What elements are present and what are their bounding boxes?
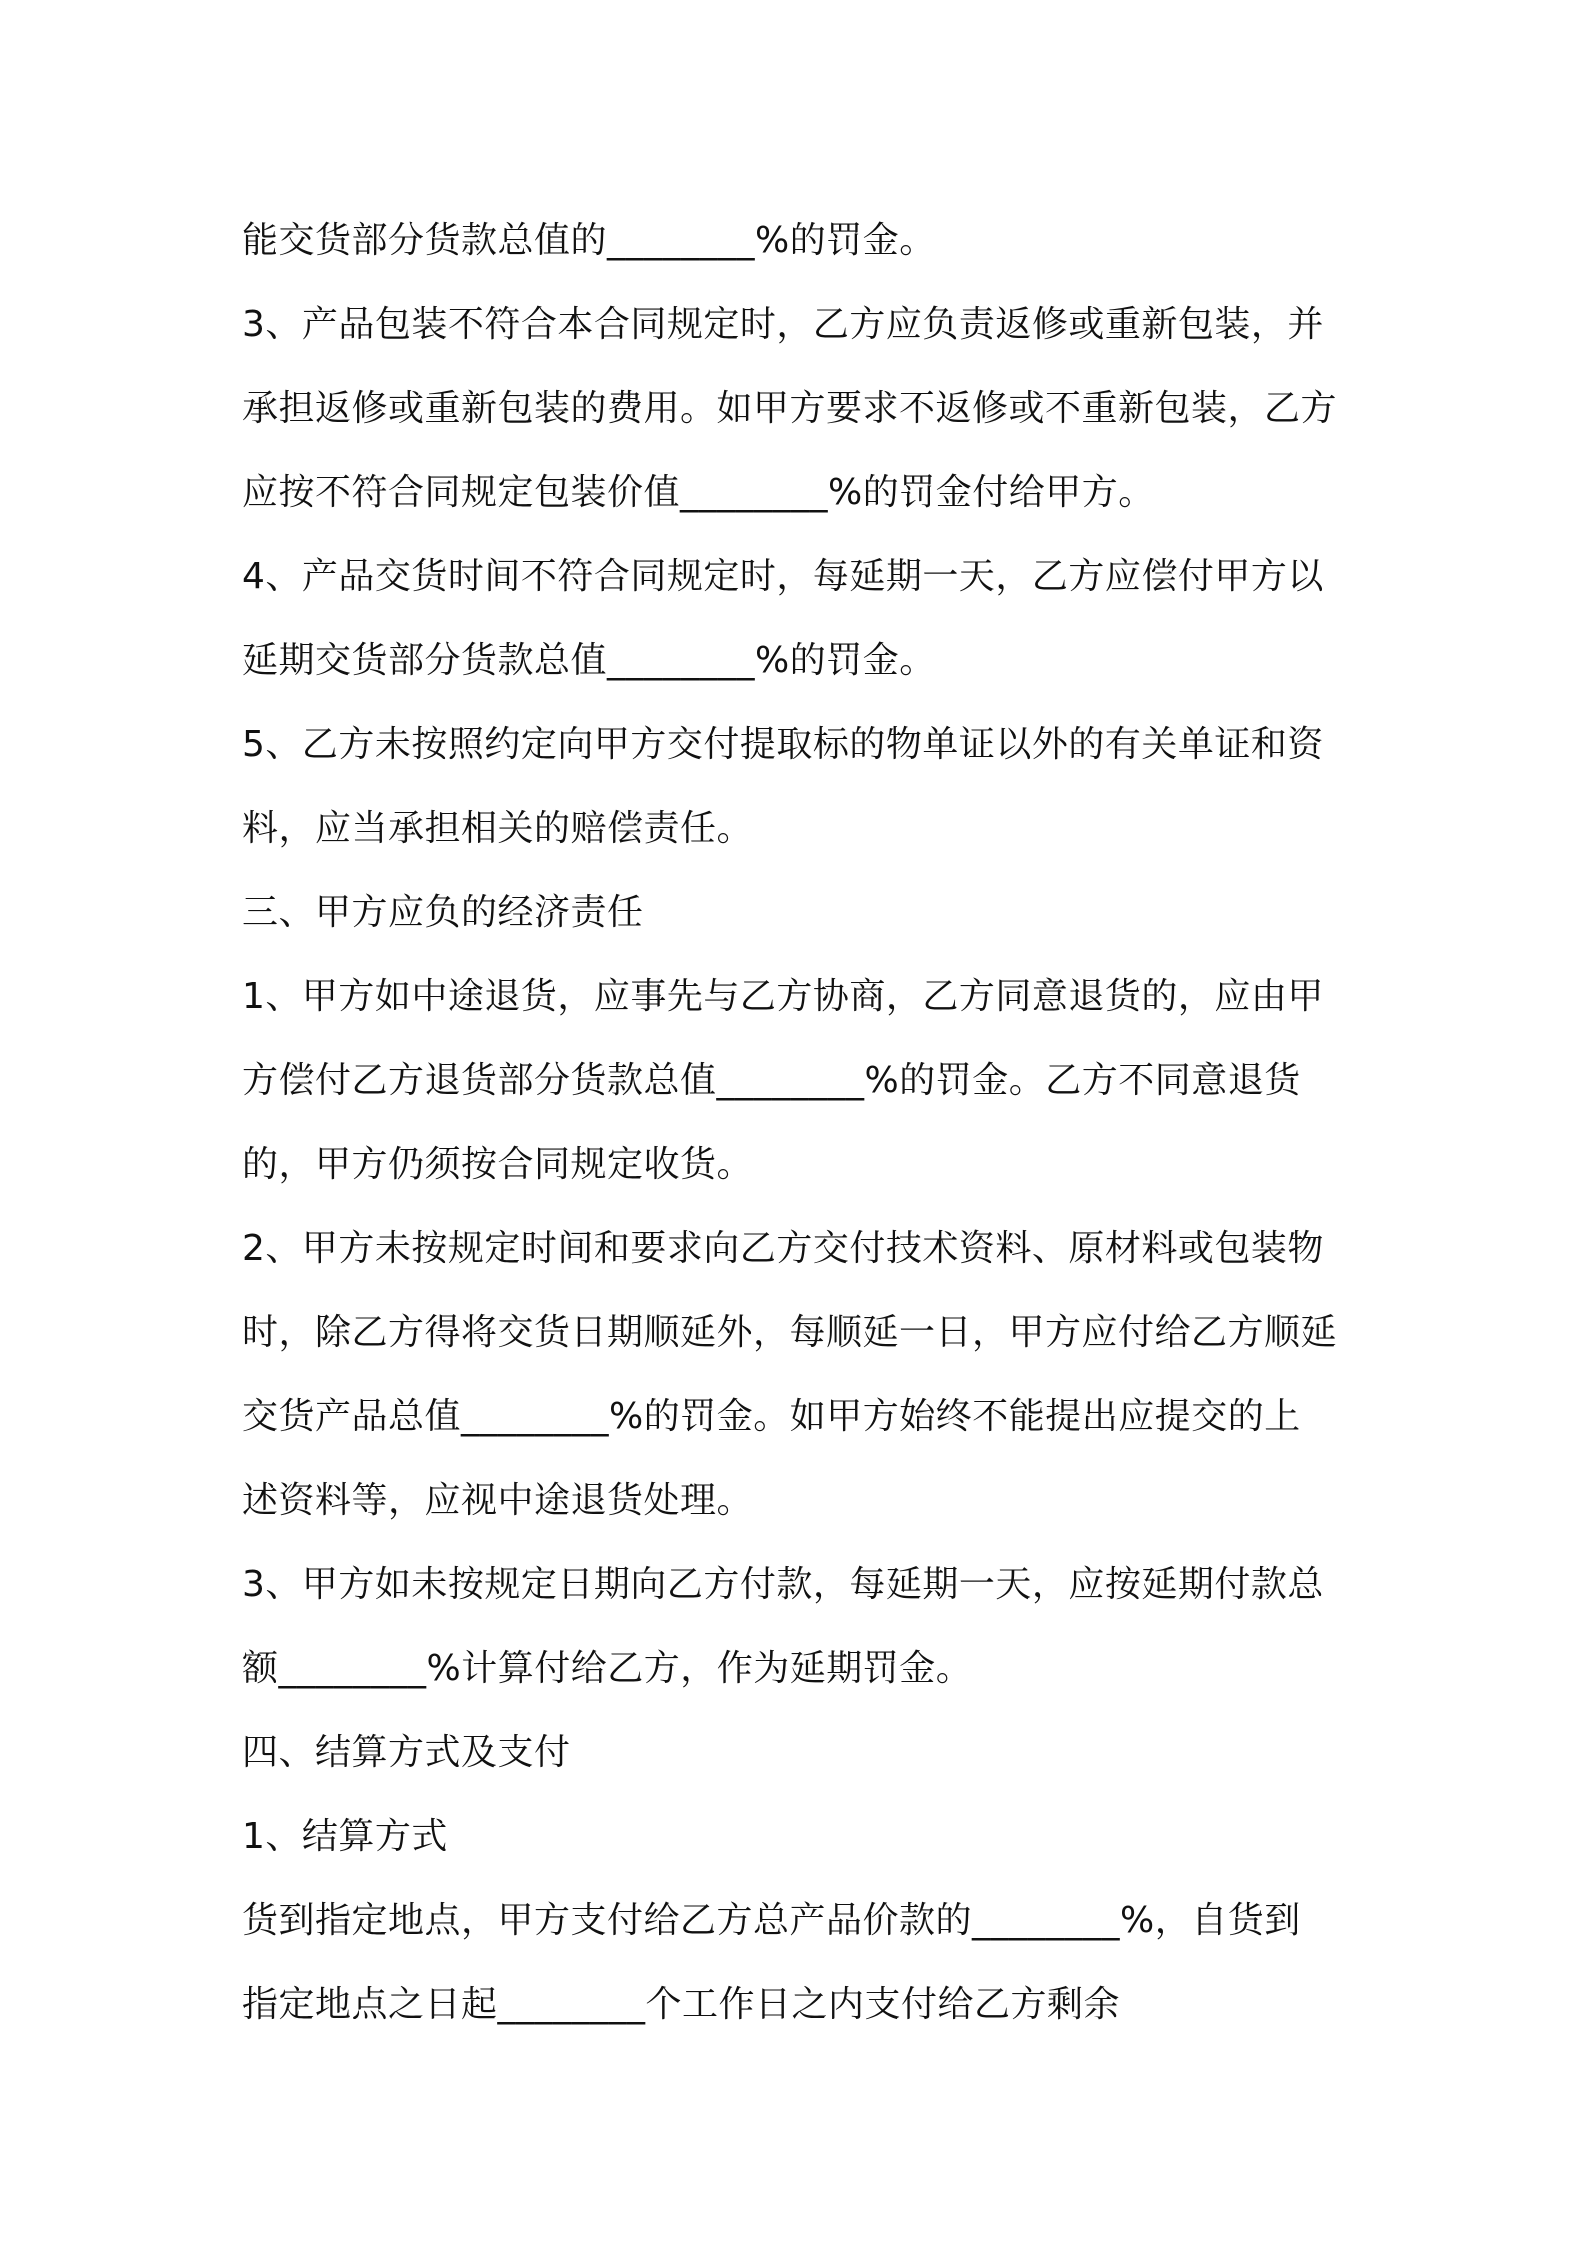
section-heading: 四、结算方式及支付 [242, 1732, 571, 1773]
text-line: 3、产品包装不符合本合同规定时，乙方应负责返修或重新包装，并 [242, 304, 1324, 345]
text-line: 承担返修或重新包装的费用。如甲方要求不返修或不重新包装，乙方 [242, 388, 1338, 429]
text-line: 方偿付乙方退货部分货款总值________%的罚金。乙方不同意退货 [242, 1060, 1301, 1101]
text-line: 述资料等，应视中途退货处理。 [242, 1480, 754, 1521]
text-line: 延期交货部分货款总值________%的罚金。 [242, 640, 936, 681]
text-line: 额________%计算付给乙方，作为延期罚金。 [242, 1648, 973, 1689]
text-line: 5、乙方未按照约定向甲方交付提取标的物单证以外的有关单证和资 [242, 724, 1324, 765]
text-line: 应按不符合同规定包装价值________%的罚金付给甲方。 [242, 472, 1155, 513]
text-line: 指定地点之日起________个工作日之内支付给乙方剩余 [242, 1984, 1121, 2025]
text-line: 交货产品总值________%的罚金。如甲方始终不能提出应提交的上 [242, 1396, 1301, 1437]
text-line: 的，甲方仍须按合同规定收货。 [242, 1144, 754, 1185]
subsection-heading: 1、结算方式 [242, 1816, 448, 1857]
text-line: 料，应当承担相关的赔偿责任。 [242, 808, 754, 849]
text-line: 1、甲方如中途退货，应事先与乙方协商，乙方同意退货的，应由甲 [242, 976, 1324, 1017]
document-body [242, 199, 1352, 2047]
text-line: 4、产品交货时间不符合同规定时，每延期一天，乙方应偿付甲方以 [242, 556, 1324, 597]
section-heading: 三、甲方应负的经济责任 [242, 892, 644, 933]
text-line: 2、甲方未按规定时间和要求向乙方交付技术资料、原材料或包装物 [242, 1228, 1324, 1269]
text-line: 能交货部分货款总值的________%的罚金。 [242, 220, 936, 261]
text-line: 时，除乙方得将交货日期顺延外，每顺延一日，甲方应付给乙方顺延 [242, 1312, 1338, 1353]
text-line: 3、甲方如未按规定日期向乙方付款，每延期一天，应按延期付款总 [242, 1564, 1324, 1605]
text-line: 货到指定地点，甲方支付给乙方总产品价款的________%，自货到 [242, 1900, 1301, 1941]
